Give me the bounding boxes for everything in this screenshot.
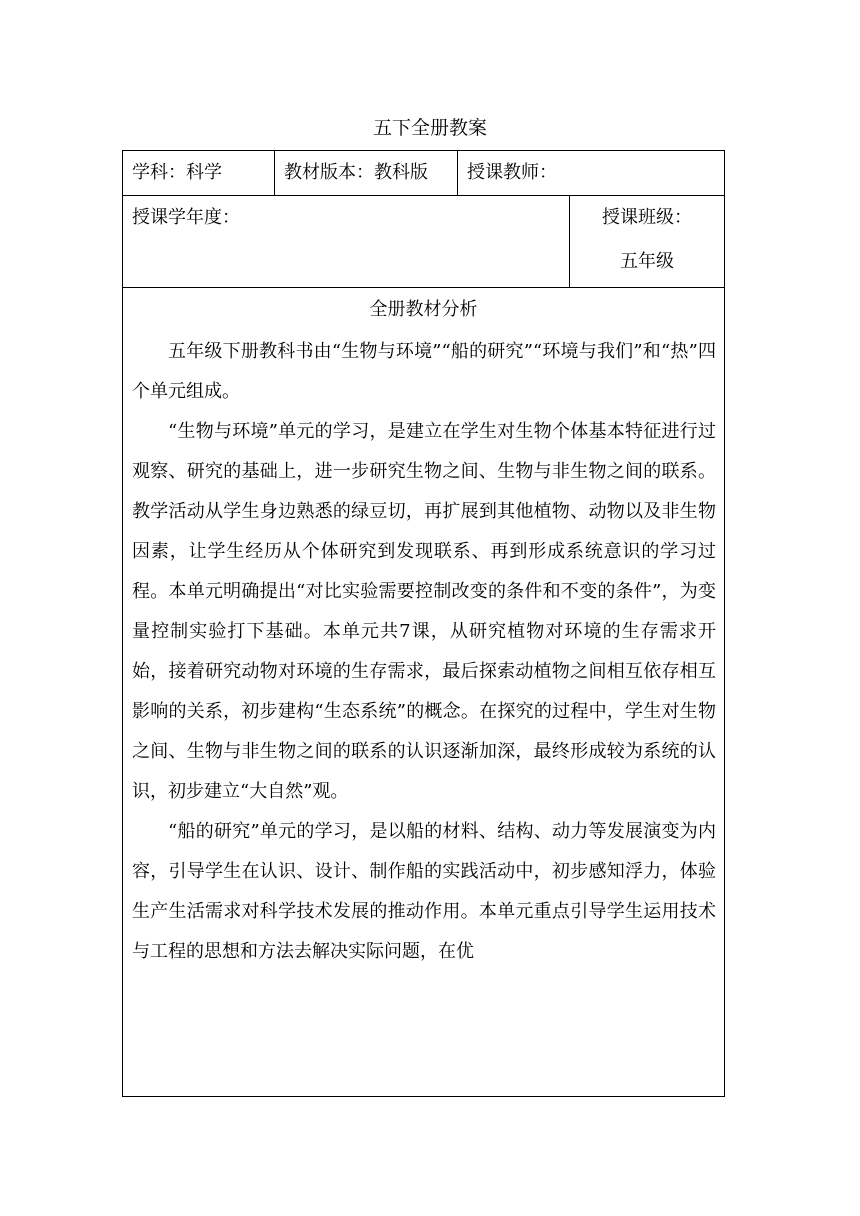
- year-class-row: [123, 196, 724, 288]
- class-value: 五年级: [620, 251, 674, 272]
- school-year-cell: 授课学年度：: [123, 196, 570, 287]
- class-cell: [570, 196, 724, 287]
- paragraph-ship-research: “船的研究”单元的学习，是以船的材料、结构、动力等发展演变为内容，引导学生在认识、设计、制作船的实践活动中，初步感知浮力，体验生产生活需求对科学技术发展的推动作用。本单元重点引导学生运用技术与工程的思想和方法去解决实际问题，在优: [132, 821, 716, 962]
- header-row: [123, 151, 724, 196]
- paragraph-overview: 五年级下册教科书由“生物与环境”“船的研究”“环境与我们”和“热”四个单元组成。: [132, 341, 716, 402]
- teacher-cell: 授课教师：: [467, 162, 557, 183]
- document-title: 五下全册教案: [372, 117, 487, 139]
- edition-cell: 教材版本：教科版: [275, 151, 458, 195]
- lesson-plan-table: [122, 150, 725, 1097]
- class-label: 授课班级：: [602, 207, 692, 228]
- analysis-section: [123, 288, 724, 972]
- section-title: 全册教材分析: [369, 299, 478, 320]
- subject-cell: 学科：科学: [123, 151, 275, 195]
- paragraph-biology-environment: “生物与环境”单元的学习，是建立在学生对生物个体基本特征进行过观察、研究的基础上，进一步研究生物之间、生物与非生物之间的联系。教学活动从学生身边熟悉的绿豆切，再扩展到其他植物、动物以及非生物因素，让学生经历从个体研究到发现联系、再到形成系统意识的学习过程。本单元明确提出“对比实验需要控制改变的条件和不变的条件”，为变量控制实验打下基础。本单元共7课，从研究植物对环境的生存需求开始，接着研究动物对环境的生存需求，最后探索动植物之间相互依存相互影响的关系，初步建构“生态系统”的概念。在探究的过程中，学生对生物之间、生物与非生物之间的联系的认识逐渐加深，最终形成较为系统的认识，初步建立“大自然”观。: [132, 421, 716, 802]
